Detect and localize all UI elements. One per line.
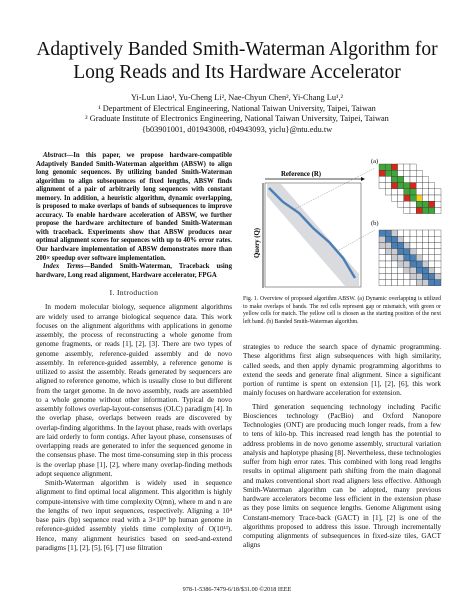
matrix-cell <box>404 170 410 176</box>
matrix-cell <box>416 207 422 213</box>
matrix-cell <box>385 183 391 189</box>
matrix-cell <box>398 176 404 182</box>
matrix-cell <box>398 164 404 170</box>
band-cell <box>379 280 385 286</box>
band-cell <box>435 267 441 273</box>
figure-caption: Fig. 1. Overview of proposed algorithm ABSW. (a) Dynamic overlapping is utilized to make overlaps of bands. The red cells represent gap or mismatch, with green or yellow cells for match. The yellow cell is chosen as the starting position of the next left band. (b) Banded Smith-Waterman algorithm. <box>243 296 441 325</box>
band-cell <box>429 230 435 236</box>
band-cell <box>385 273 391 279</box>
band-cell <box>391 273 397 279</box>
band-cell <box>429 261 435 267</box>
matrix-cell <box>422 201 428 207</box>
matrix-cell <box>435 201 441 207</box>
intro-paragraph-1: In modern molecular biology, sequence alignment algorithms are widely used to arrange biological sequence data. This work focuses on the alignment algorithms with applications in genome assembly, the process of reconstructing a whole genome from genome fragments, or reads [1], [2], [3]. There are two types of genome assembly, reference-guided assembly and de novo assembly. In reference-guided assembly, a reference genome is utilized to assist the assembly. Reads generated by sequencers are aligned to reference genome, which is usually close to but different from the target genome. In de novo assembly, reads are assembled to a whole genome without other information. Typical de novo assembly follows overlap-layout-consensus (OLC) paradigm [4]. In the overlap phase, overlaps between reads are discovered by overlap-finding algorithms. In the layout phase, reads with overlaps are laid orderly to form contigs. After layout phase, consensuses of overlapping reads are generated to infer the sequenced genome in the consensus phase. The most time-consuming step in this process is the overlap phase [1], [2], where many overlap-finding methods adopt sequence alignment. <box>36 303 232 478</box>
band-cell <box>385 261 391 267</box>
band-cell <box>379 273 385 279</box>
title-line-2: Long Reads and Its Hardware Accelerator <box>73 62 401 83</box>
intro-paragraph-2: Smith-Waterman algorithm is widely used in sequence alignment to find optimal local alignment. This algorithm is highly compute-intensive with time complexity O(mn), where m and n are the lengths of two input sequences, respectively. Aligning a 10⁴ base pairs (bp) sequence read with a 3×10⁹ bp human genome in reference-guided assembly yields time complexity of O(10¹³). Hence, many alignment heuristics based on seed-and-extend paradigms [1], [2], [5], [6], [7] use filtration <box>36 479 232 552</box>
matrix-cell <box>435 189 441 195</box>
query-label: Query (Q) <box>254 227 261 258</box>
matrix-cell <box>391 176 397 182</box>
band-cell <box>404 261 410 267</box>
matrix-cell <box>416 195 422 201</box>
abstract-paragraph <box>36 152 232 263</box>
paper-title <box>0 38 474 84</box>
band-cell <box>398 236 404 242</box>
matrix-cell <box>410 176 416 182</box>
band-cell <box>410 242 416 248</box>
band-cell <box>416 249 422 255</box>
affiliation-2: ² Graduate Institute of Electronics Engineering, National Taiwan University, Taipei, Taiwan <box>85 114 389 124</box>
matrix-cell <box>410 195 416 201</box>
banded-cell-grid <box>379 230 441 286</box>
right-column <box>243 343 441 551</box>
band-cell <box>379 267 385 273</box>
band-cell <box>391 242 397 248</box>
matrix-cell <box>416 201 422 207</box>
band-cell <box>398 249 404 255</box>
band-cell <box>416 255 422 261</box>
matrix-cell <box>422 189 428 195</box>
band-cell <box>404 230 410 236</box>
band-cell <box>429 236 435 242</box>
author-names: Yi-Lun Liao¹, Yu-Cheng Li², Nae-Chyun Chen², Yi-Chang Lu¹,² <box>130 93 344 102</box>
band-cell <box>379 255 385 261</box>
matrix-cell <box>379 164 385 170</box>
band-cell <box>435 261 441 267</box>
matrix-cell <box>429 183 435 189</box>
band-cell <box>398 255 404 261</box>
band-cell <box>416 236 422 242</box>
band-cell <box>398 230 404 236</box>
band-cell <box>416 230 422 236</box>
band-cell <box>404 280 410 286</box>
band-cell <box>410 267 416 273</box>
abstract <box>36 152 232 280</box>
matrix-cell <box>416 176 422 182</box>
matrix-cell <box>398 183 404 189</box>
matrix-cell <box>416 170 422 176</box>
band-cell <box>385 249 391 255</box>
band-cell <box>404 273 410 279</box>
band-cell <box>398 273 404 279</box>
matrix-cell <box>429 201 435 207</box>
band-cell <box>385 255 391 261</box>
band-cell <box>416 280 422 286</box>
band-cell <box>404 249 410 255</box>
right-paragraph-1: strategies to reduce the search space of dynamic programming. These algorithms first align subsequences with high similarity, called seeds, and then apply dynamic programming algorithms to extend the seeds and generate final alignment. Since a significant portion of runtime is spent on extension [1], [2], [6], this work mainly focuses on hardware acceleration for extension. <box>243 343 441 398</box>
band-cell <box>435 242 441 248</box>
left-column <box>36 152 232 553</box>
band-cell <box>385 230 391 236</box>
band-cell <box>422 273 428 279</box>
affiliation-1: ¹ Department of Electrical Engineering, National Taiwan University, Taipei, Taiwan <box>98 103 376 113</box>
matrix-cell <box>404 201 410 207</box>
band-cell <box>422 267 428 273</box>
band-cell <box>398 261 404 267</box>
overlap-cell-grid <box>379 164 441 214</box>
band-cell <box>398 267 404 273</box>
band-cell <box>435 236 441 242</box>
index-terms-text: —Banded Smith-Waterman, Traceback using hardware, Long read alignment, Hardware accelerator, FPGA <box>36 263 232 279</box>
band-cell <box>435 255 441 261</box>
band-cell <box>385 236 391 242</box>
matrix-cell <box>385 170 391 176</box>
abstract-label: Abstract <box>43 152 67 159</box>
band-cell <box>379 249 385 255</box>
matrix-cell <box>429 195 435 201</box>
figure-label-b: (b) <box>371 220 379 227</box>
index-terms-paragraph <box>36 263 232 280</box>
band-cell <box>379 261 385 267</box>
matrix-cell <box>385 176 391 182</box>
band-cell <box>391 255 397 261</box>
band-cell <box>435 230 441 236</box>
band-cell <box>429 280 435 286</box>
matrix-cell <box>379 176 385 182</box>
matrix-cell <box>404 164 410 170</box>
matrix-cell <box>410 189 416 195</box>
band-cell <box>422 280 428 286</box>
band-cell <box>385 280 391 286</box>
matrix-cell <box>398 195 404 201</box>
matrix-cell <box>429 207 435 213</box>
matrix-cell <box>410 170 416 176</box>
author-emails: {b03901001, d01943008, r04943093, yiclu}@ntu.edu.tw <box>141 124 333 134</box>
matrix-cell <box>422 183 428 189</box>
section-heading-introduction: I. Introduction <box>109 288 159 298</box>
matrix-cell <box>391 164 397 170</box>
band-cell <box>398 242 404 248</box>
band-cell <box>429 255 435 261</box>
matrix-cell <box>385 189 391 195</box>
band-cell <box>410 249 416 255</box>
band-cell <box>410 236 416 242</box>
matrix-cell <box>391 189 397 195</box>
band-cell <box>379 230 385 236</box>
figure-label-a: (a) <box>371 158 379 165</box>
band-cell <box>404 236 410 242</box>
band-cell <box>391 261 397 267</box>
matrix-cell <box>398 170 404 176</box>
band-cell <box>391 230 397 236</box>
band-cell <box>391 267 397 273</box>
band-cell <box>385 242 391 248</box>
band-cell <box>416 242 422 248</box>
matrix-cell <box>435 207 441 213</box>
figure-1 <box>243 150 443 290</box>
matrix-cell <box>404 183 410 189</box>
band-cell <box>429 249 435 255</box>
band-cell <box>410 261 416 267</box>
band-cell <box>435 273 441 279</box>
matrix-cell <box>385 164 391 170</box>
matrix-cell <box>422 176 428 182</box>
band-cell <box>410 273 416 279</box>
reference-label: Reference (R) <box>281 171 322 178</box>
band-cell <box>404 242 410 248</box>
band-cell <box>416 267 422 273</box>
matrix-cell <box>404 189 410 195</box>
band-cell <box>379 236 385 242</box>
page-footer: 978-1-5386-7479-6/18/$31.00 ©2018 IEEE <box>182 586 292 593</box>
matrix-cell <box>379 183 385 189</box>
title-line-1: Adaptively Banded Smith-Waterman Algorithm for <box>36 39 438 60</box>
band-cell <box>404 255 410 261</box>
matrix-cell <box>410 183 416 189</box>
right-paragraph-2: Third generation sequencing technology including Pacific Biosciences technology (PacBio) and Oxford Nanopore Technologies (ONT) are producing much longer reads, from a few to tens of kilo-bp. This increased read length has the potential to address problems in de novo genome assembly, structural variation analysis and haplotype phasing [8]. Nevertheless, these technologies suffer from high error rates. This combined with long read lengths results in optimal alignment path shifting from the main diagonal and makes conventional short read aligners less effective. Although Smith-Waterman algorithm can be adopted, many previous hardware accelerators become less efficient in the extension phase as they pose limits on sequence lengths. Genome Alignment using Constant-memory Trace-back (GACT) in [1], [2] is one of the algorithms proposed to address this issue. Through incrementally computing alignments of subsequences in fixed-size tiles, GACT aligns <box>243 402 441 550</box>
band-cell <box>379 242 385 248</box>
band-cell <box>410 280 416 286</box>
abstract-text: —In this paper, we propose hardware-compatible Adaptively Banded Smith-Waterman algorithm (ABSW) to align long genomic sequences. By utilizing banded Smith-Waterman algorithm to align subsequences of fixed lengths, ABSW finds alignment of a pair of arbitrarily long sequences with constant memory. In addition, a heuristic algorithm, dynamic overlapping, is proposed to make overlaps of bands of subsequences to improve accuracy. To enable hardware acceleration of ABSW, we further propose the hardware architecture of banded Smith-Waterman with traceback. Experiments show that ABSW produces near optimal alignment scores for sequences with up to 40% error rates. Our hardware implementation of ABSW demonstrates more than 200× speedup over software implementation. <box>36 152 232 262</box>
matrix-cell <box>391 170 397 176</box>
author-block <box>0 93 474 135</box>
matrix-cell <box>391 195 397 201</box>
band-cell <box>391 249 397 255</box>
matrix-cell <box>410 201 416 207</box>
band-cell <box>422 249 428 255</box>
matrix-cell <box>404 176 410 182</box>
band-cell <box>422 236 428 242</box>
band-cell <box>416 261 422 267</box>
band-cell <box>422 242 428 248</box>
band-cell <box>429 267 435 273</box>
reference-arrow-icon <box>361 177 365 181</box>
matrix-cell <box>416 189 422 195</box>
matrix-cell <box>416 183 422 189</box>
band-cell <box>398 280 404 286</box>
matrix-cell <box>410 207 416 213</box>
band-cell <box>391 236 397 242</box>
band-cell <box>404 267 410 273</box>
matrix-cell <box>429 189 435 195</box>
matrix-cell <box>435 195 441 201</box>
matrix-cell <box>379 170 385 176</box>
band-cell <box>422 230 428 236</box>
matrix-cell <box>422 207 428 213</box>
matrix-cell <box>398 201 404 207</box>
matrix-cell <box>404 195 410 201</box>
matrix-cell <box>391 183 397 189</box>
matrix-cell <box>398 189 404 195</box>
band-cell <box>391 280 397 286</box>
matrix-cell <box>422 195 428 201</box>
band-cell <box>435 249 441 255</box>
band-cell <box>385 267 391 273</box>
band-cell <box>416 273 422 279</box>
band-cell <box>429 242 435 248</box>
band-cell <box>410 230 416 236</box>
band-cell <box>422 255 428 261</box>
band-cell <box>410 255 416 261</box>
band-cell <box>429 273 435 279</box>
band-cell <box>422 261 428 267</box>
index-terms-label: Index Terms <box>43 263 84 271</box>
band-cell <box>435 280 441 286</box>
matrix-cell <box>410 164 416 170</box>
matrix-cell <box>404 207 410 213</box>
